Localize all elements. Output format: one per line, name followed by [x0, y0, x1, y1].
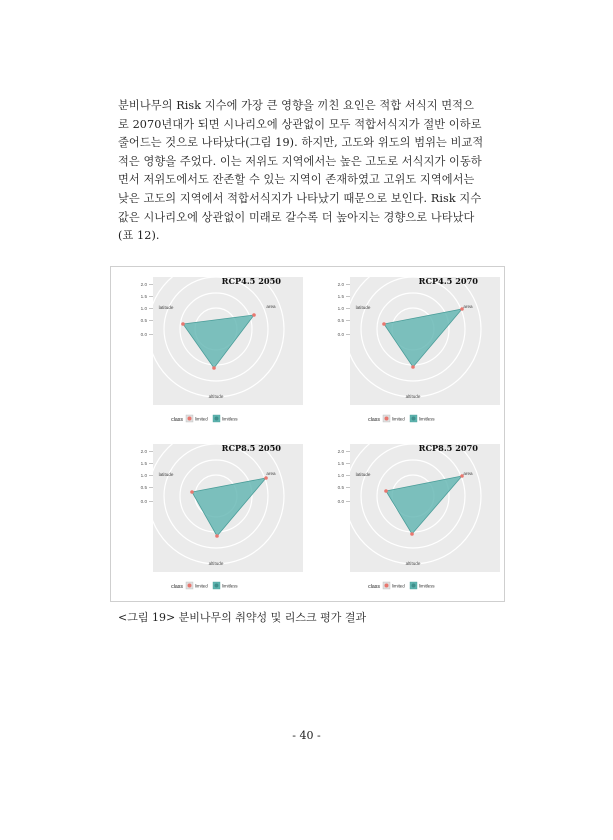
- radar-point-limited: [215, 534, 219, 538]
- y-tick-label: 1.5: [337, 461, 344, 466]
- legend-label-limitless: limitless: [222, 583, 238, 589]
- paragraph-line: 적은 영향을 주었다. 이는 저위도 지역에서는 높은 고도로 서식지가 이동하: [118, 154, 482, 168]
- legend-swatch-limited: [385, 584, 389, 588]
- legend-label-limitless: limitless: [419, 583, 435, 589]
- y-tick-label: 1.0: [337, 473, 344, 478]
- panel-title: RCP4.5 2050: [221, 276, 281, 286]
- y-tick-label: 2.0: [337, 449, 344, 454]
- y-tick-label: 1.0: [140, 306, 147, 311]
- radar-panel-rcp45-2050: [111, 267, 307, 433]
- legend-label-limited: limited: [392, 583, 405, 589]
- radar-point-limited: [460, 307, 464, 311]
- paragraph-line: (표 12).: [118, 229, 160, 243]
- paragraph-line: 분비나무의 Risk 지수에 가장 큰 영향을 끼친 요인은 적합 서식지 면적으: [118, 99, 474, 112]
- legend-swatch-limited: [385, 417, 389, 421]
- legend-swatch-limitless: [412, 417, 416, 421]
- legend-label-limited: limited: [195, 583, 208, 589]
- legend-swatch-limitless: [412, 584, 416, 588]
- paragraph-line: 면서 저위도에서도 잔존할 수 있는 지역이 존재하였고 고위도 지역에서는: [118, 173, 475, 187]
- y-tick-label: 0.0: [337, 499, 344, 504]
- y-tick-label: 0.0: [140, 499, 147, 504]
- axis-label-latitude: latitude: [158, 305, 174, 310]
- radar-point-limited: [410, 532, 414, 536]
- radar-chart-svg: [111, 267, 307, 433]
- legend-title: class: [171, 584, 183, 590]
- y-tick-label: 0.5: [140, 318, 147, 323]
- radar-point-limited: [411, 365, 415, 369]
- legend-label-limited: limited: [195, 416, 208, 422]
- axis-label-latitude: latitude: [158, 472, 174, 477]
- radar-point-limited: [212, 366, 216, 370]
- y-tick-label: 2.0: [140, 282, 147, 287]
- radar-chart-svg: [308, 267, 504, 433]
- radar-point-limited: [252, 313, 256, 317]
- y-tick-label: 1.5: [140, 294, 147, 299]
- paragraph-line: 낮은 고도의 지역에서 적합서식지가 나타났기 때문으로 보인다. Risk 지수: [118, 191, 482, 205]
- radar-point-limited: [384, 489, 388, 493]
- radar-panel-rcp85-2070: [308, 434, 504, 600]
- axis-label-altitude: altitude: [208, 561, 224, 566]
- axis-label-latitude: latitude: [355, 472, 371, 477]
- legend-title: class: [171, 417, 183, 423]
- legend-swatch-limited: [188, 584, 192, 588]
- radar-chart-svg: [111, 434, 307, 600]
- y-tick-label: 1.5: [337, 294, 344, 299]
- axis-label-latitude: latitude: [355, 305, 371, 310]
- axis-label-altitude: altitude: [405, 561, 421, 566]
- legend-swatch-limitless: [215, 584, 219, 588]
- paragraph-line: 줄어드는 것으로 나타났다(그림 19). 하지만, 고도와 위도의 범위는 비교적: [118, 136, 484, 150]
- y-tick-label: 1.0: [140, 473, 147, 478]
- radar-point-limited: [382, 322, 386, 326]
- figure-19: [110, 266, 505, 602]
- radar-point-limited: [181, 322, 185, 326]
- axis-label-area: area: [463, 471, 473, 476]
- legend-title: class: [368, 417, 380, 423]
- panel-title: RCP8.5 2050: [221, 443, 281, 453]
- radar-point-limited: [190, 490, 194, 494]
- y-tick-label: 0.5: [337, 318, 344, 323]
- axis-label-altitude: altitude: [208, 394, 224, 399]
- radar-point-limited: [460, 474, 464, 478]
- y-tick-label: 2.0: [140, 449, 147, 454]
- axis-label-altitude: altitude: [405, 394, 421, 399]
- panel-title: RCP4.5 2070: [418, 276, 478, 286]
- legend-label-limited: limited: [392, 416, 405, 422]
- y-tick-label: 0.0: [337, 332, 344, 337]
- legend-swatch-limited: [188, 417, 192, 421]
- radar-panel-rcp45-2070: [308, 267, 504, 433]
- y-tick-label: 2.0: [337, 282, 344, 287]
- axis-label-area: area: [266, 471, 276, 476]
- axis-label-area: area: [266, 304, 276, 309]
- radar-point-limited: [264, 476, 268, 480]
- legend-swatch-limitless: [215, 417, 219, 421]
- legend-label-limitless: limitless: [419, 416, 435, 422]
- y-tick-label: 1.5: [140, 461, 147, 466]
- radar-chart-svg: [308, 434, 504, 600]
- panel-title: RCP8.5 2070: [418, 443, 478, 453]
- figure-caption: <그림 19> 분비나무의 취약성 및 리스크 평가 결과: [118, 611, 367, 624]
- legend-title: class: [368, 584, 380, 590]
- y-tick-label: 0.5: [140, 485, 147, 490]
- paragraph-line: 값은 시나리오에 상관없이 미래로 갈수록 더 높아지는 경향으로 나타났다: [118, 210, 475, 224]
- body-paragraph: [118, 97, 506, 246]
- paragraph-line: 로 2070년대가 되면 시나리오에 상관없이 모두 적합서식지가 절반 이하로: [118, 117, 482, 131]
- axis-label-area: area: [463, 304, 473, 309]
- radar-panel-rcp85-2050: [111, 434, 307, 600]
- y-tick-label: 0.5: [337, 485, 344, 490]
- legend-label-limitless: limitless: [222, 416, 238, 422]
- y-tick-label: 1.0: [337, 306, 344, 311]
- page-number: - 40 -: [292, 729, 321, 742]
- y-tick-label: 0.0: [140, 332, 147, 337]
